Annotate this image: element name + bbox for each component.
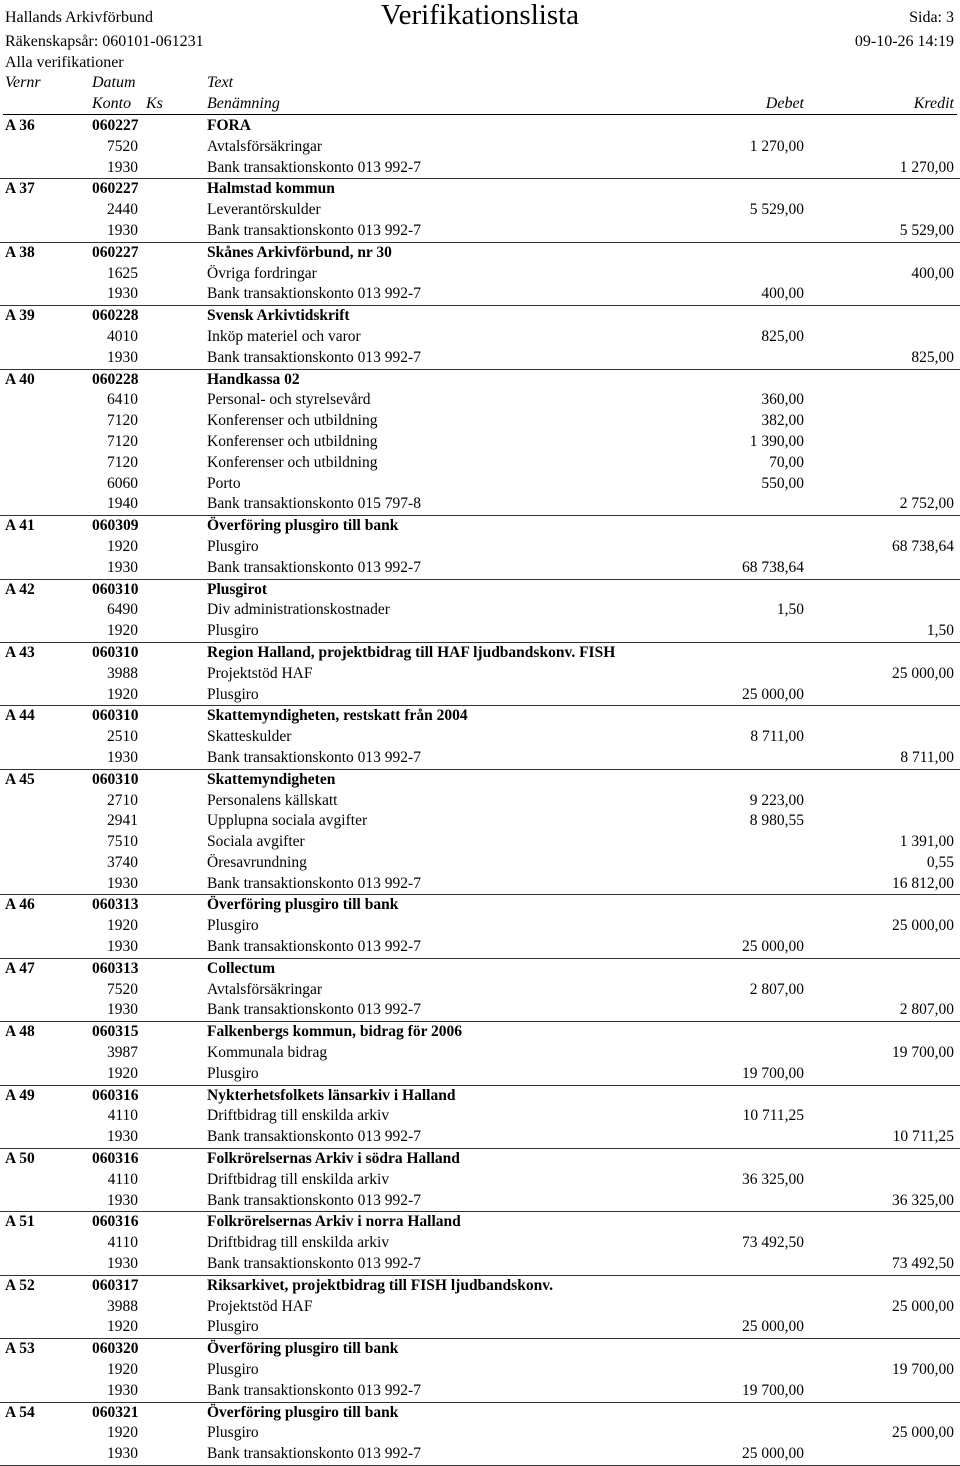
account-name: Bank transaktionskonto 013 992-7: [207, 348, 421, 366]
account-name: Projektstöd HAF: [207, 664, 313, 682]
voucher: [0, 1149, 960, 1212]
account-name: Driftbidrag till enskilda arkiv: [207, 1170, 390, 1188]
voucher-text: Handkassa 02: [207, 370, 300, 388]
voucher-text: Falkenbergs kommun, bidrag för 2006: [207, 1023, 463, 1041]
report-title: Verifikationslista: [380, 0, 580, 31]
credit-amount: 2 807,00: [899, 1001, 954, 1019]
account-number: 1920: [107, 685, 138, 703]
credit-amount: 2 752,00: [899, 495, 954, 513]
account-name: Kommunala bidrag: [207, 1044, 328, 1062]
transaction-row: [0, 137, 960, 158]
debit-amount: 19 700,00: [742, 1381, 804, 1399]
voucher-header: [0, 1403, 960, 1424]
transaction-row: [0, 200, 960, 221]
account-name: Plusgiro: [207, 685, 259, 703]
voucher: [0, 770, 960, 896]
account-name: Bank transaktionskonto 015 797-8: [207, 495, 421, 513]
credit-amount: 19 700,00: [892, 1044, 954, 1062]
voucher-date: 060227: [92, 117, 139, 134]
transaction-row: [0, 937, 960, 958]
debit-amount: 550,00: [761, 474, 804, 492]
voucher-text: Svensk Arkivtidskrift: [207, 307, 350, 325]
transaction-row: [0, 600, 960, 621]
col-text: Text: [207, 74, 234, 91]
voucher-number: A 49: [5, 1086, 35, 1104]
account-name: Bank transaktionskonto 013 992-7: [207, 1128, 421, 1146]
account-number: 1920: [107, 622, 138, 640]
account-number: 6060: [107, 474, 138, 492]
voucher-text: Överföring plusgiro till bank: [207, 1403, 399, 1421]
col-debet: Debet: [765, 95, 804, 112]
account-name: Avtalsförsäkringar: [207, 137, 323, 155]
account-number: 7120: [107, 432, 138, 450]
voucher-number: A 43: [5, 643, 35, 661]
voucher-text: FORA: [207, 117, 251, 134]
debit-amount: 73 492,50: [742, 1234, 804, 1252]
transaction-row: [0, 727, 960, 748]
debit-amount: 2 807,00: [749, 980, 804, 998]
voucher: [0, 1403, 960, 1466]
transaction-row: [0, 1233, 960, 1254]
voucher-number: A 53: [5, 1340, 35, 1358]
debit-amount: 9 223,00: [749, 791, 804, 809]
account-name: Personalens källskatt: [207, 791, 338, 809]
account-name: Inköp materiel och varor: [207, 327, 361, 345]
account-number: 7120: [107, 453, 138, 471]
voucher: [0, 643, 960, 706]
account-number: 1625: [107, 264, 138, 282]
voucher-header: [0, 1022, 960, 1043]
account-number: 7510: [107, 833, 138, 851]
account-number: 1920: [107, 1064, 138, 1082]
transaction-row: [0, 284, 960, 305]
transaction-row: [0, 874, 960, 895]
transaction-row: [0, 1254, 960, 1275]
voucher-number: A 47: [5, 959, 35, 977]
transaction-row: [0, 1106, 960, 1127]
account-number: 4110: [107, 1170, 138, 1188]
account-name: Bank transaktionskonto 013 992-7: [207, 1445, 421, 1463]
voucher: [0, 516, 960, 579]
transaction-row: [0, 811, 960, 832]
voucher-number: A 51: [5, 1213, 35, 1231]
account-number: 1920: [107, 1318, 138, 1336]
voucher-date: 060227: [92, 180, 139, 198]
debit-amount: 25 000,00: [742, 685, 804, 703]
credit-amount: 5 529,00: [899, 221, 954, 239]
col-vernr: Vernr: [5, 74, 41, 91]
account-name: Plusgiro: [207, 1361, 259, 1379]
credit-amount: 400,00: [911, 264, 954, 282]
account-name: Plusgiro: [207, 1064, 259, 1082]
voucher-header: [0, 895, 960, 916]
account-name: Bank transaktionskonto 013 992-7: [207, 221, 421, 239]
account-name: Bank transaktionskonto 013 992-7: [207, 1381, 421, 1399]
account-name: Driftbidrag till enskilda arkiv: [207, 1234, 390, 1252]
account-name: Plusgiro: [207, 1318, 259, 1336]
transaction-row: [0, 558, 960, 579]
voucher-header: [0, 1149, 960, 1170]
transaction-row: [0, 621, 960, 642]
account-name: Bank transaktionskonto 013 992-7: [207, 1001, 421, 1019]
account-number: 1930: [107, 1191, 138, 1209]
account-number: 1930: [107, 158, 138, 176]
transaction-row: [0, 537, 960, 558]
account-name: Bank transaktionskonto 013 992-7: [207, 558, 421, 576]
credit-amount: 1 270,00: [899, 158, 954, 176]
account-name: Konferenser och utbildning: [207, 412, 378, 430]
account-number: 1940: [107, 495, 138, 513]
debit-amount: 25 000,00: [742, 1445, 804, 1463]
debit-amount: 382,00: [761, 412, 804, 430]
voucher-header: [0, 370, 960, 391]
voucher: [0, 370, 960, 517]
voucher-header: [0, 1212, 960, 1233]
voucher-text: Överföring plusgiro till bank: [207, 517, 399, 535]
transaction-row: [0, 916, 960, 937]
account-number: 1930: [107, 748, 138, 766]
voucher-number: A 44: [5, 707, 35, 725]
voucher-date: 060316: [92, 1150, 139, 1168]
voucher: [0, 959, 960, 1022]
account-number: 1920: [107, 917, 138, 935]
transaction-row: [0, 1000, 960, 1021]
account-name: Bank transaktionskonto 013 992-7: [207, 874, 421, 892]
col-benamning: Benämning: [207, 95, 280, 112]
credit-amount: 0,55: [926, 853, 954, 871]
voucher-date: 060310: [92, 580, 139, 598]
debit-amount: 19 700,00: [742, 1064, 804, 1082]
transaction-row: [0, 1043, 960, 1064]
transaction-row: [0, 327, 960, 348]
voucher-date: 060310: [92, 707, 139, 725]
account-number: 1930: [107, 1001, 138, 1019]
voucher-number: A 54: [5, 1403, 35, 1421]
transaction-row: [0, 474, 960, 495]
voucher-number: A 48: [5, 1023, 35, 1041]
voucher-header: [0, 959, 960, 980]
credit-amount: 1,50: [926, 622, 954, 640]
voucher-date: 060321: [92, 1403, 139, 1421]
account-name: Konferenser och utbildning: [207, 432, 378, 450]
transaction-row: [0, 1423, 960, 1444]
debit-amount: 825,00: [761, 327, 804, 345]
voucher-header: [0, 179, 960, 200]
credit-amount: 10 711,25: [892, 1128, 954, 1146]
credit-amount: 25 000,00: [892, 1297, 954, 1315]
debit-amount: 360,00: [761, 391, 804, 409]
account-name: Leverantörskulder: [207, 201, 321, 219]
voucher-text: Överföring plusgiro till bank: [207, 896, 399, 914]
account-name: Plusgiro: [207, 1424, 259, 1442]
voucher-date: 060316: [92, 1086, 139, 1104]
transaction-row: [0, 1127, 960, 1148]
voucher-text: Plusgirot: [207, 580, 267, 598]
voucher-text: Collectum: [207, 959, 276, 977]
col-konto: Konto: [92, 95, 132, 112]
voucher: [0, 1276, 960, 1339]
account-number: 2941: [107, 812, 138, 830]
transaction-row: [0, 1064, 960, 1085]
account-number: 7520: [107, 137, 138, 155]
col-datum: Datum: [92, 74, 136, 91]
transaction-row: [0, 432, 960, 453]
transaction-row: [0, 1444, 960, 1465]
voucher: [0, 116, 960, 179]
transaction-row: [0, 453, 960, 474]
transaction-row: [0, 264, 960, 285]
credit-amount: 25 000,00: [892, 1424, 954, 1442]
account-number: 2440: [107, 201, 138, 219]
voucher-header: [0, 643, 960, 664]
debit-amount: 25 000,00: [742, 1318, 804, 1336]
account-number: 6490: [107, 601, 138, 619]
transaction-row: [0, 980, 960, 1001]
voucher-text: Skattemyndigheten, restskatt från 2004: [207, 707, 468, 725]
voucher-number: A 36: [5, 117, 35, 134]
voucher: [0, 706, 960, 769]
credit-amount: 1 391,00: [899, 833, 954, 851]
transaction-row: [0, 494, 960, 515]
account-number: 1920: [107, 537, 138, 555]
voucher-header: [0, 580, 960, 601]
voucher-number: A 45: [5, 770, 35, 788]
transaction-row: [0, 791, 960, 812]
transaction-row: [0, 221, 960, 242]
voucher-text: Riksarkivet, projektbidrag till FISH ljudbandskonv.: [207, 1276, 553, 1294]
account-name: Sociala avgifter: [207, 833, 305, 851]
debit-amount: 5 529,00: [749, 201, 804, 219]
voucher-number: A 52: [5, 1276, 35, 1294]
transaction-row: [0, 1317, 960, 1338]
page-number: Sida: 3: [909, 9, 954, 26]
transaction-row: [0, 411, 960, 432]
account-number: 3988: [107, 1297, 138, 1315]
debit-amount: 10 711,25: [742, 1107, 804, 1125]
col-kredit: Kredit: [913, 95, 954, 112]
voucher-text: Skånes Arkivförbund, nr 30: [207, 243, 392, 261]
account-number: 1930: [107, 558, 138, 576]
debit-amount: 8 980,55: [749, 812, 804, 830]
account-number: 1920: [107, 1424, 138, 1442]
voucher-number: A 37: [5, 180, 35, 198]
voucher-text: Nykterhetsfolkets länsarkiv i Halland: [207, 1086, 456, 1104]
voucher-text: Region Halland, projektbidrag till HAF ljudbandskonv. FISH: [207, 643, 616, 661]
account-name: Konferenser och utbildning: [207, 453, 378, 471]
voucher-number: A 40: [5, 370, 35, 388]
voucher-number: A 39: [5, 307, 35, 325]
debit-amount: 36 325,00: [742, 1170, 804, 1188]
account-name: Plusgiro: [207, 537, 259, 555]
voucher-header: [0, 516, 960, 537]
account-number: 3988: [107, 664, 138, 682]
voucher: [0, 179, 960, 242]
account-number: 1930: [107, 221, 138, 239]
account-number: 2510: [107, 728, 138, 746]
voucher-text: Överföring plusgiro till bank: [207, 1340, 399, 1358]
transaction-row: [0, 158, 960, 179]
account-number: 7520: [107, 980, 138, 998]
voucher-number: A 38: [5, 243, 35, 261]
transaction-row: [0, 748, 960, 769]
header-rule: [3, 114, 957, 115]
credit-amount: 19 700,00: [892, 1361, 954, 1379]
account-name: Div administrationskostnader: [207, 601, 390, 619]
voucher-date: 060316: [92, 1213, 139, 1231]
account-number: 1930: [107, 285, 138, 303]
voucher-date: 060315: [92, 1023, 139, 1041]
col-ks: Ks: [146, 95, 163, 112]
account-number: 1930: [107, 874, 138, 892]
account-number: 4110: [107, 1234, 138, 1252]
voucher-number: A 50: [5, 1150, 35, 1168]
voucher-date: 060228: [92, 307, 139, 325]
voucher: [0, 1212, 960, 1275]
account-name: Bank transaktionskonto 013 992-7: [207, 1191, 421, 1209]
voucher: [0, 1022, 960, 1085]
transaction-row: [0, 390, 960, 411]
credit-amount: 36 325,00: [892, 1191, 954, 1209]
account-number: 4110: [107, 1107, 138, 1125]
voucher-date: 060313: [92, 959, 139, 977]
voucher: [0, 243, 960, 306]
account-number: 6410: [107, 391, 138, 409]
voucher-date: 060317: [92, 1276, 139, 1294]
account-name: Plusgiro: [207, 917, 259, 935]
print-datetime: 09-10-26 14:19: [854, 33, 954, 50]
voucher-number: A 46: [5, 896, 35, 914]
account-name: Avtalsförsäkringar: [207, 980, 323, 998]
voucher-header: [0, 1339, 960, 1360]
credit-amount: 25 000,00: [892, 917, 954, 935]
transaction-row: [0, 348, 960, 369]
voucher-text: Folkrörelsernas Arkiv i norra Halland: [207, 1213, 461, 1231]
debit-amount: 68 738,64: [742, 558, 804, 576]
account-number: 7120: [107, 412, 138, 430]
credit-amount: 73 492,50: [892, 1255, 954, 1273]
account-number: 1930: [107, 1128, 138, 1146]
account-number: 1930: [107, 938, 138, 956]
account-name: Personal- och styrelsevård: [207, 391, 371, 409]
account-name: Plusgiro: [207, 622, 259, 640]
debit-amount: 25 000,00: [742, 938, 804, 956]
voucher-scope: Alla verifikationer: [5, 54, 124, 71]
account-name: Öresavrundning: [207, 853, 307, 871]
voucher-header: [0, 706, 960, 727]
account-number: 1920: [107, 1361, 138, 1379]
transaction-row: [0, 853, 960, 874]
transaction-row: [0, 1191, 960, 1212]
account-name: Bank transaktionskonto 013 992-7: [207, 748, 421, 766]
account-number: 4010: [107, 327, 138, 345]
credit-amount: 8 711,00: [900, 748, 954, 766]
debit-amount: 8 711,00: [750, 728, 804, 746]
account-number: 2710: [107, 791, 138, 809]
account-name: Bank transaktionskonto 013 992-7: [207, 285, 421, 303]
voucher-header: [0, 306, 960, 327]
voucher-date: 060227: [92, 243, 139, 261]
account-number: 3740: [107, 853, 138, 871]
voucher-date: 060228: [92, 370, 139, 388]
voucher: [0, 580, 960, 643]
account-number: 1930: [107, 1445, 138, 1463]
voucher-date: 060310: [92, 770, 139, 788]
credit-amount: 68 738,64: [892, 537, 954, 555]
voucher: [0, 306, 960, 369]
credit-amount: 16 812,00: [892, 874, 954, 892]
account-number: 3987: [107, 1044, 138, 1062]
voucher-header: [0, 1086, 960, 1107]
voucher-date: 060313: [92, 896, 139, 914]
debit-amount: 1,50: [776, 601, 804, 619]
voucher: [0, 895, 960, 958]
account-name: Bank transaktionskonto 013 992-7: [207, 1255, 421, 1273]
voucher-header: [0, 243, 960, 264]
account-name: Projektstöd HAF: [207, 1297, 313, 1315]
voucher-header: [0, 1276, 960, 1297]
voucher: [0, 1339, 960, 1402]
transaction-row: [0, 832, 960, 853]
credit-amount: 25 000,00: [892, 664, 954, 682]
credit-amount: 825,00: [911, 348, 954, 366]
account-name: Skatteskulder: [207, 728, 292, 746]
transaction-row: [0, 1297, 960, 1318]
voucher-header: [0, 770, 960, 791]
voucher-date: 060320: [92, 1340, 139, 1358]
debit-amount: 1 390,00: [749, 432, 804, 450]
voucher-list: [0, 116, 960, 1466]
account-name: Bank transaktionskonto 013 992-7: [207, 938, 421, 956]
account-number: 1930: [107, 1255, 138, 1273]
fiscal-year: Räkenskapsår: 060101-061231: [5, 33, 204, 50]
account-name: Övriga fordringar: [207, 264, 317, 282]
transaction-row: [0, 1360, 960, 1381]
voucher-text: Skattemyndigheten: [207, 770, 336, 788]
organization-name: Hallands Arkivförbund: [5, 9, 153, 26]
voucher: [0, 1086, 960, 1149]
account-name: Bank transaktionskonto 013 992-7: [207, 158, 421, 176]
transaction-row: [0, 664, 960, 685]
account-number: 1930: [107, 348, 138, 366]
voucher-number: A 42: [5, 580, 35, 598]
debit-amount: 400,00: [761, 285, 804, 303]
account-number: 1930: [107, 1381, 138, 1399]
transaction-row: [0, 1170, 960, 1191]
account-name: Upplupna sociala avgifter: [207, 812, 368, 830]
report-header: [0, 0, 960, 71]
voucher-number: A 41: [5, 517, 35, 535]
account-name: Driftbidrag till enskilda arkiv: [207, 1107, 390, 1125]
voucher-date: 060310: [92, 643, 139, 661]
transaction-row: [0, 1381, 960, 1402]
voucher-text: Folkrörelsernas Arkiv i södra Halland: [207, 1150, 460, 1168]
debit-amount: 1 270,00: [749, 137, 804, 155]
voucher-header: [0, 116, 960, 137]
account-name: Porto: [207, 474, 241, 492]
voucher-date: 060309: [92, 517, 139, 535]
voucher-text: Halmstad kommun: [207, 180, 335, 198]
debit-amount: 70,00: [769, 453, 804, 471]
transaction-row: [0, 685, 960, 706]
